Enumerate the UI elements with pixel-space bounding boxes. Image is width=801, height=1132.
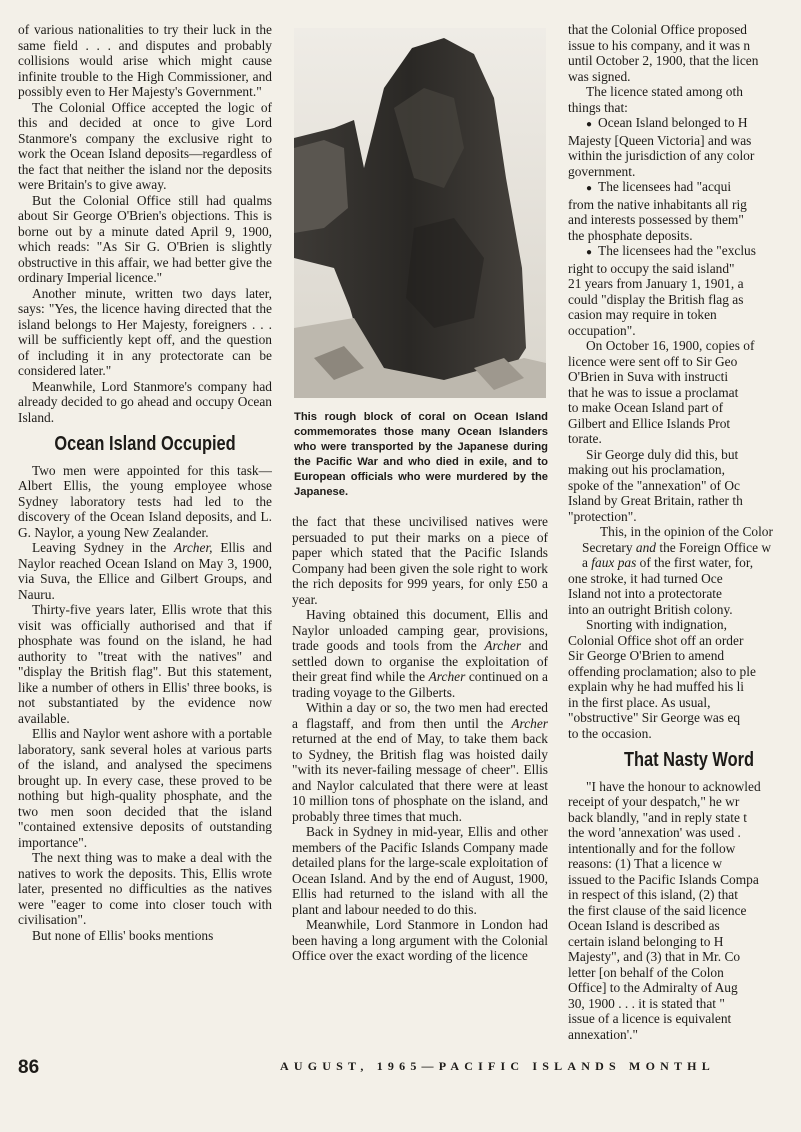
paragraph xyxy=(292,700,548,824)
running-footer: AUGUST, 1965—PACIFIC ISLANDS MONTHL xyxy=(280,1059,715,1073)
emphasis: faux pas xyxy=(591,555,637,570)
text-line: annexation'." xyxy=(568,1026,638,1042)
paragraph: Ellis and Naylor went ashore with a portable laboratory, sank several holes at various parts of the island, and analysed the specimens brought up. In every case, these proved to be nothing but high-quality phosphate, and the two men soon decided that the island "contained extensive deposits of outstanding importance". xyxy=(18,726,272,850)
paragraph: the fact that these uncivilised natives were persuaded to put their marks on a piece of paper which stated that the Pacific Islands Company had been given the sole right to work the rich deposits for 999 years, for only £50 a year. xyxy=(292,514,548,607)
text-line: to make Ocean Island part of xyxy=(568,400,724,415)
section-heading: That Nasty Word xyxy=(624,749,755,771)
article-column-2 xyxy=(292,514,548,1034)
bullet-icon xyxy=(586,243,598,258)
text-line: until October 2, 1900, that the licen xyxy=(568,53,759,68)
text-line: offending proclamation; also to ple xyxy=(568,663,756,679)
paragraph xyxy=(18,540,272,602)
paragraph: Back in Sydney in mid-year, Ellis and other members of the Pacific Islands Company made detailed plans for the large-scale exploitation of Ocean Island. And by the end of August, 1900, Ellis had returned to the island with all the plant and labour needed to do this. xyxy=(292,824,548,917)
text-line: Sir George duly did this, but xyxy=(586,446,739,462)
text-line: making out his proclamation, xyxy=(568,462,725,477)
text-line: 30, 1900 . . . it is stated that " xyxy=(568,995,725,1011)
bullet-icon xyxy=(586,115,598,130)
text-line: On October 16, 1900, copies of xyxy=(586,338,755,353)
paragraph: The next thing was to make a deal with the natives to work the deposits. This, Ellis wrote later, presented no difficulties as the natives were "eager to come into closer touch with civilisation". xyxy=(18,850,272,927)
text-line: one stroke, it had turned Oce xyxy=(568,570,723,586)
text-line: to the occasion. xyxy=(568,725,652,741)
text-line: the phosphate deposits. xyxy=(568,227,693,243)
text-line: ● The licensees had the "exclus xyxy=(568,243,801,261)
photo-image xyxy=(294,28,546,398)
text-line: Ocean Island is described as xyxy=(568,918,720,933)
article-column-1 xyxy=(18,22,272,1042)
text-line: licence were sent off to Sir Geo xyxy=(568,353,738,369)
text-line: Office] to the Admiralty of Aug xyxy=(568,980,738,995)
text-run: returned at the end of May, to take them back to Sydney, the British flag was hoisted daily "with its never-failing message of cheer". Ellis and Naylor calculated that there were at least 10 million tons of phosphate on the island, and probably three times that much. xyxy=(292,731,548,824)
text-line: in the first place. As usual, xyxy=(568,694,711,710)
text-line: ● The licensees had "acqui xyxy=(568,179,801,197)
bullet-icon xyxy=(586,179,598,194)
text-line: was signed. xyxy=(568,68,631,84)
text-line: issued to the Pacific Islands Compa xyxy=(568,871,759,887)
text-line: government. xyxy=(568,163,636,179)
text-line: intentionally and for the follow xyxy=(568,840,736,856)
paragraph xyxy=(292,607,548,700)
text-line: issue to his company, and it was n xyxy=(568,37,751,53)
text-line: O'Brien in Suva with instructi xyxy=(568,369,729,384)
ship-name: Archer xyxy=(484,638,522,653)
paragraph: Two men were appointed for this task—Albert Ellis, the young employee whose Sydney laboratory tests had led to the discovery of the Ocean Island deposits, and L. G. Naylor, a young New Zealander. xyxy=(18,462,272,540)
text-line: the word 'annexation' was used . xyxy=(568,825,741,840)
text-line: "obstructive" Sir George was eq xyxy=(568,710,741,725)
emphasis: and xyxy=(635,539,656,555)
text-line: "protection". xyxy=(568,508,637,524)
text-line: within the jurisdiction of any color xyxy=(568,148,755,163)
text-line: into an outright British colony. xyxy=(568,601,733,617)
text-line: "I have the honour to acknowled xyxy=(586,778,761,794)
text-line: Colonial Office shot off an order xyxy=(568,632,744,648)
paragraph: of various nationalities to try their luck in the same field . . . and disputes and probably collisions would arise which might cause infinite trouble to the High Commissioner, and possibly even to Her Majesty's Government." xyxy=(18,22,272,99)
ship-name: Archer xyxy=(511,715,548,731)
text-run: continued on a trading voyage to the Gilberts. xyxy=(292,669,548,700)
text-line: ● Ocean Island belonged to H xyxy=(568,115,801,133)
photo-caption: This rough block of coral on Ocean Island commemorates those many Ocean Islanders who were transported by the Japanese during the Pacific War and who died in exile, and to European officials who were murdered by the Japanese. xyxy=(294,411,548,498)
text-line: could "display the British flag as xyxy=(568,291,744,307)
text-line: Majesty [Queen Victoria] and was xyxy=(568,132,752,148)
text-line: from the native inhabitants all rig xyxy=(568,196,747,212)
text-line: explain why he had muffed his li xyxy=(568,679,745,694)
text-run: Having obtained this document, Ellis and Naylor unloaded camping gear, provisions, trade goods and tools from the xyxy=(292,607,548,653)
text-run: and settled down to organise the exploitation of their great find while the xyxy=(292,638,548,684)
paragraph: But the Colonial Office still had qualms about Sir George O'Brien's objections. This is borne out by a minute dated April 9, 1900, which reads: "As Sir G. O'Brien is slightly obstructive in this affair, we had better give the ordinary Imperial licence." xyxy=(18,192,272,285)
ship-name: Archer, xyxy=(173,540,213,555)
text-line: Island by Great Britain, rather th xyxy=(568,493,743,508)
text-line: torate. xyxy=(568,431,602,446)
text-line: the first clause of the said licence xyxy=(568,902,747,918)
paragraph: But none of Ellis' books mentions xyxy=(32,927,214,943)
text-line: occupation". xyxy=(568,322,636,338)
text-run: Within a day or so, the two men had erected a flagstaff, and from then until the xyxy=(292,700,548,731)
text-line: The licence stated among oth xyxy=(586,84,743,99)
text-line: Snorting with indignation, xyxy=(586,617,727,632)
text-line: 21 years from January 1, 1901, a xyxy=(568,276,744,291)
text-run: Leaving Sydney in the xyxy=(32,540,174,555)
text-line: things that: xyxy=(568,99,628,115)
text-run: Ellis and Naylor reached Ocean Island on May 3, 1900, via Suva, the Ellice and Gilbert Groups, and Nauru. xyxy=(18,540,272,602)
text-line: that the Colonial Office proposed xyxy=(568,22,747,37)
text-line: receipt of your despatch," he wr xyxy=(568,794,740,809)
page-number: 86 xyxy=(18,1057,40,1078)
text-line: Sir George O'Brien to amend xyxy=(568,648,725,663)
text-line: reasons: (1) That a licence w xyxy=(568,856,723,871)
text-line: certain island belonging to H xyxy=(568,933,724,949)
paragraph: Meanwhile, Lord Stanmore's company had already decided to go ahead and occupy Ocean Island. xyxy=(18,378,272,425)
text-line: Island not into a protectorate xyxy=(568,586,722,601)
text-line: in respect of this island, (2) that xyxy=(568,887,738,902)
paragraph: Thirty-five years later, Ellis wrote that this visit was officially authorised and that if phosphate was found on the island, he had authority to "treat with the natives" and "display the British flag". But this statement, like a number of others in Ellis' three books, is not substantiated by the evidence now available. xyxy=(18,602,272,726)
article-column-3 xyxy=(568,22,801,1042)
text-line: that he was to issue a proclamat xyxy=(568,384,739,400)
text-line: issue of a licence is equivalent xyxy=(568,1011,732,1026)
text-line: Secretary and the Foreign Office w xyxy=(582,539,772,555)
paragraph: Another minute, written two days later, says: "Yes, the licence having directed that the island belongs to Her Majesty, foreigners . . . will be sufficiently kept off, and the question of including it in any protectorate can be considered later." xyxy=(18,285,272,378)
section-heading: Ocean Island Occupied xyxy=(54,433,236,455)
text-line: casion may require in token xyxy=(568,307,717,322)
text-line: back blandly, "and in reply state t xyxy=(568,809,747,825)
text-line: letter [on behalf of the Colon xyxy=(568,964,724,980)
text-line: Majesty", and (3) that in Mr. Co xyxy=(568,949,741,964)
text-line: right to occupy the said island" xyxy=(568,260,735,276)
text-line: and interests possessed by them" xyxy=(568,212,744,227)
text-line: spoke of the "annexation" of Oc xyxy=(568,477,740,493)
text-line: Gilbert and Ellice Islands Prot xyxy=(568,415,731,431)
coral-memorial-photo xyxy=(294,28,546,398)
paragraph: Meanwhile, Lord Stanmore in London had been having a long argument with the Colonial Office over the exact wording of the licence xyxy=(292,917,548,963)
text-line: This, in the opinion of the Color xyxy=(600,524,773,539)
text-line: a faux pas of the first water, for, xyxy=(582,555,754,570)
ship-name: Archer xyxy=(428,669,466,684)
paragraph: The Colonial Office accepted the logic of this and decided at once to give Lord Stanmore's company the exclusive right to work the Ocean Island deposits—regardless of the fact that neither the island nor the deposits were Britain's to give away. xyxy=(18,99,272,192)
